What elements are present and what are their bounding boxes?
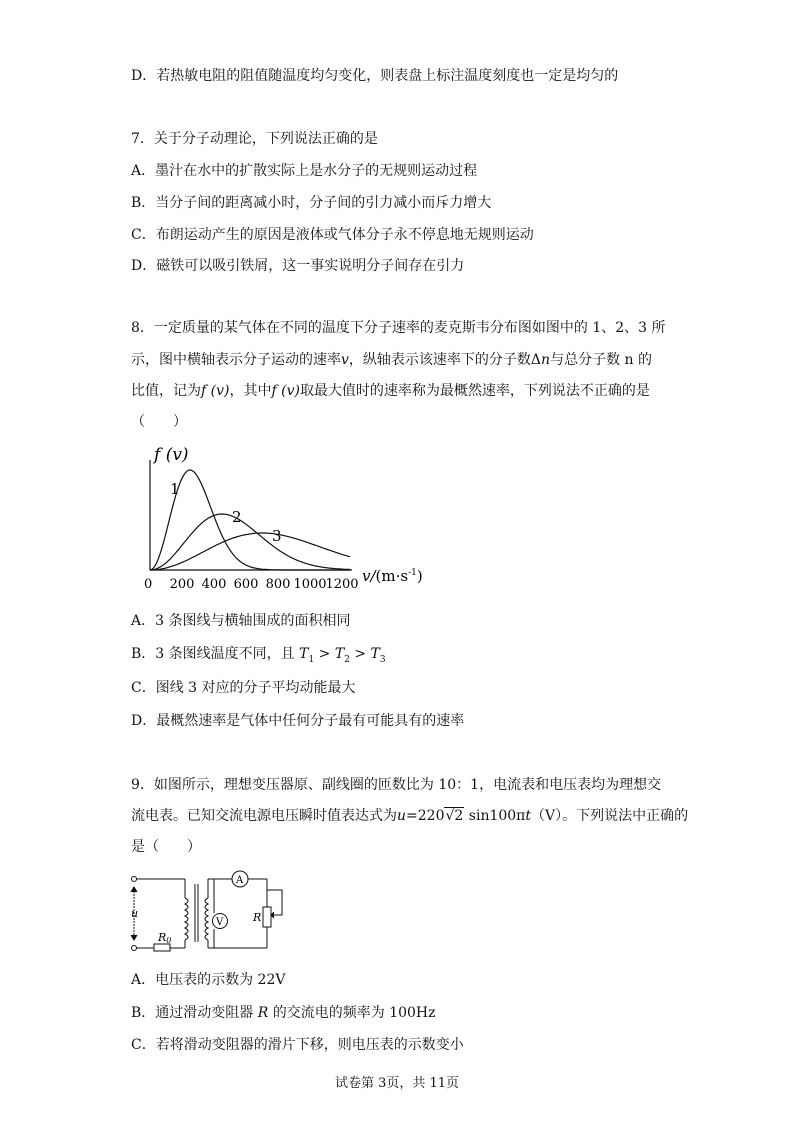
q8-option-b: B．3 条图线温度不同，且 $T_1 > T_2 > T_3$ [131, 646, 386, 665]
svg-text:u: u [131, 907, 139, 920]
q7-option-a: A．墨汁在水中的扩散实际上是水分子的无规则运动过程 [131, 163, 478, 179]
transformer-circuit [128, 868, 300, 954]
maxwell-distribution-chart [140, 438, 440, 596]
curve-3 [150, 533, 350, 570]
x-tick-label: 200 [169, 577, 195, 592]
svg-text:V: V [216, 917, 224, 928]
curve-1-label: 1 [170, 480, 180, 498]
x-axis-label: $v/(m\cdot s^{-1})$ [362, 567, 423, 585]
q8-stem-line1: 8．一定质量的某气体在不同的温度下分子速率的麦克斯韦分布图如图中的 1、2、3 所 [131, 320, 666, 336]
q7-option-c: C．布朗运动产生的原因是液体或气体分子永不停息地无规则运动 [131, 227, 534, 243]
q7-option-b: B．当分子间的距离减小时，分子间的引力减小而斥力增大 [131, 195, 492, 211]
q9-option-c: C．若将滑动变阻器的滑片下移，则电压表的示数变小 [131, 1037, 464, 1053]
q6-option-d: D．若热敏电阻的阻值随温度均匀变化，则表盘上标注温度刻度也一定是均匀的 [131, 68, 619, 84]
x-tick-label: 1200 [325, 577, 359, 592]
curve-1 [150, 470, 350, 570]
q8-option-c: C．图线 3 对应的分子平均动能最大 [131, 680, 356, 696]
y-axis-label: f (v) [154, 445, 189, 465]
x-tick-label: 400 [201, 577, 227, 592]
q8-answer-bracket: （ ） [131, 414, 187, 430]
curve-2 [150, 514, 350, 570]
q9-option-b: B．通过滑动变阻器 R 的交流电的频率为 100Hz [131, 1005, 436, 1021]
svg-text:A: A [236, 875, 244, 886]
q9-option-a: A．电压表的示数为 22V [131, 972, 286, 988]
page-footer: 试卷第 3页，共 11页 [334, 1076, 460, 1091]
rheostat-r [263, 907, 271, 927]
curve-2-label: 2 [232, 508, 242, 526]
x-tick-label: 800 [265, 577, 291, 592]
q8-stem-line2: 示，图中横轴表示分子运动的速率v，纵轴表示该速率下的分子数Δn与总分子数 n 的 [131, 352, 652, 368]
curve-3-label: 3 [272, 527, 282, 545]
svg-text:R0: R0 [158, 931, 172, 945]
x-tick-label: 1000 [293, 577, 327, 592]
q8-option-a: A．3 条图线与横轴围成的面积相同 [131, 613, 351, 629]
q8-option-d: D．最概然速率是气体中任何分子最有可能具有的速率 [131, 713, 465, 729]
q7-stem: 7．关于分子动理论，下列说法正确的是 [131, 131, 378, 147]
q9-stem-line3: 是（ ） [131, 839, 201, 855]
origin-label: 0 [144, 577, 153, 592]
q7-option-d: D．磁铁可以吸引铁屑，这一事实说明分子间存在引力 [131, 258, 465, 274]
q8-stem-line3: 比值，记为f (v)，其中f (v)取最大值时的速率称为最概然速率，下列说法不正确的是 [131, 383, 650, 399]
q9-stem-line1: 9．如图所示，理想变压器原、副线圈的匝数比为 10：1，电流表和电压表均为理想交 [131, 777, 662, 793]
resistor-r0 [154, 944, 170, 951]
svg-text:R: R [253, 911, 262, 924]
x-tick-label: 600 [233, 577, 259, 592]
q9-stem-line2: 流电表。已知交流电源电压瞬时值表达式为u=220√2 sin100πt（V）。下列说法中正确的 [131, 808, 689, 824]
